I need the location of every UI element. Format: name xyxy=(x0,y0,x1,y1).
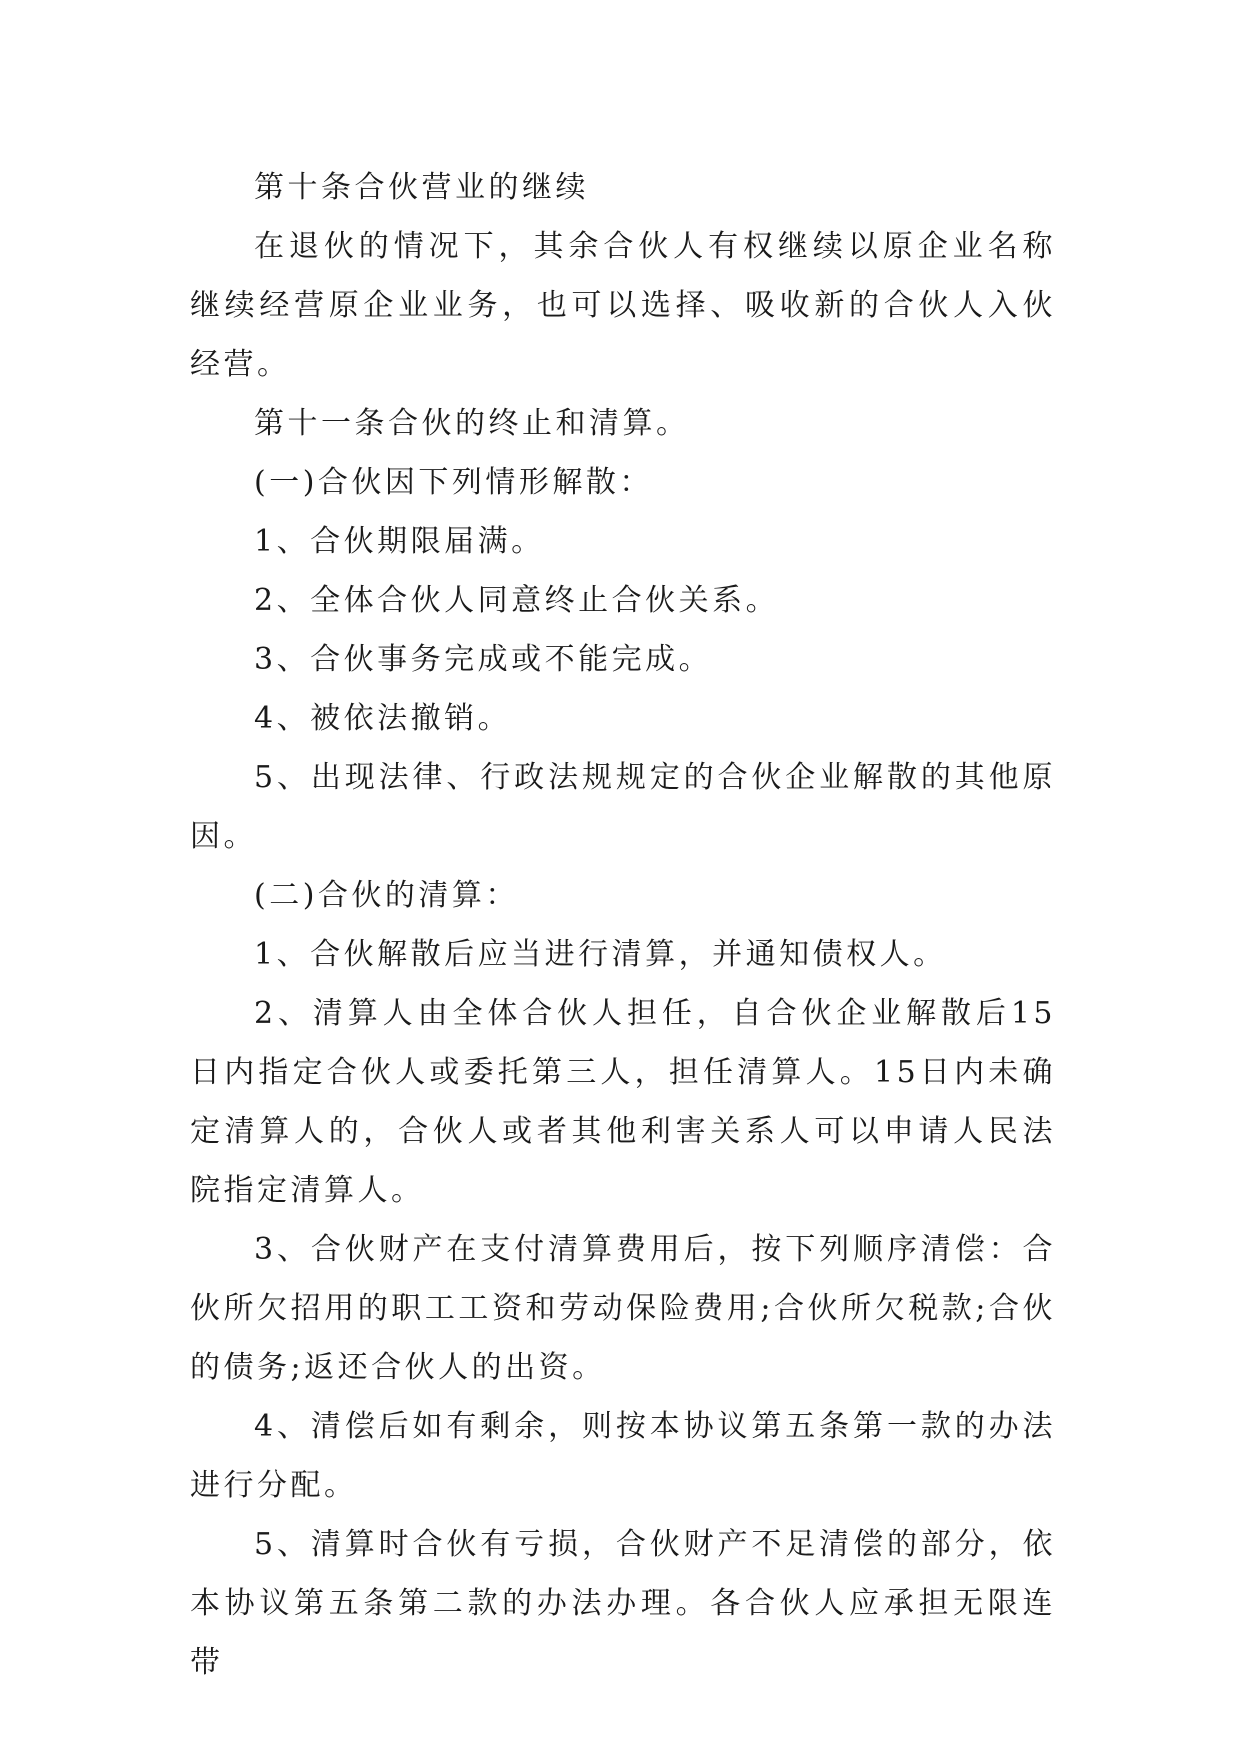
dissolution-item-3: 3、合伙事务完成或不能完成。 xyxy=(254,642,713,677)
liquidation-section-heading: (二)合伙的清算： xyxy=(254,878,519,913)
liquidation-item-2: 2、清算人由全体合伙人担任，自合伙企业解散后15日内指定合伙人或委托第三人，担任清算人。15日内未确定清算人的，合伙人或者其他利害关系人可以申请人民法院指定清算人。 xyxy=(190,996,1056,1208)
dissolution-item-1: 1、合伙期限届满。 xyxy=(254,524,545,559)
liquidation-item-3: 3、合伙财产在支付清算费用后，按下列顺序清偿：合伙所欠招用的职工工资和劳动保险费用;合伙所欠税款;合伙的债务;返还合伙人的出资。 xyxy=(190,1232,1056,1385)
liquidation-item-1: 1、合伙解散后应当进行清算，并通知债权人。 xyxy=(254,937,947,972)
dissolution-item-2: 2、全体合伙人同意终止合伙关系。 xyxy=(254,583,780,618)
document-body xyxy=(190,158,1056,1692)
liquidation-item-5: 5、清算时合伙有亏损，合伙财产不足清偿的部分，依本协议第五条第二款的办法办理。各合伙人应承担无限连带 xyxy=(190,1527,1056,1680)
dissolution-item-5: 5、出现法律、行政法规规定的合伙企业解散的其他原因。 xyxy=(190,760,1056,854)
dissolution-item-4: 4、被依法撤销。 xyxy=(254,701,512,736)
article-11-heading: 第十一条合伙的终止和清算。 xyxy=(254,406,690,441)
liquidation-item-4: 4、清偿后如有剩余，则按本协议第五条第一款的办法进行分配。 xyxy=(190,1409,1056,1503)
article-10-paragraph: 在退伙的情况下，其余合伙人有权继续以原企业名称继续经营原企业业务，也可以选择、吸收新的合伙人入伙经营。 xyxy=(190,229,1056,382)
dissolution-section-heading: (一)合伙因下列情形解散： xyxy=(254,465,653,500)
article-10-heading: 第十条合伙营业的继续 xyxy=(254,170,589,205)
